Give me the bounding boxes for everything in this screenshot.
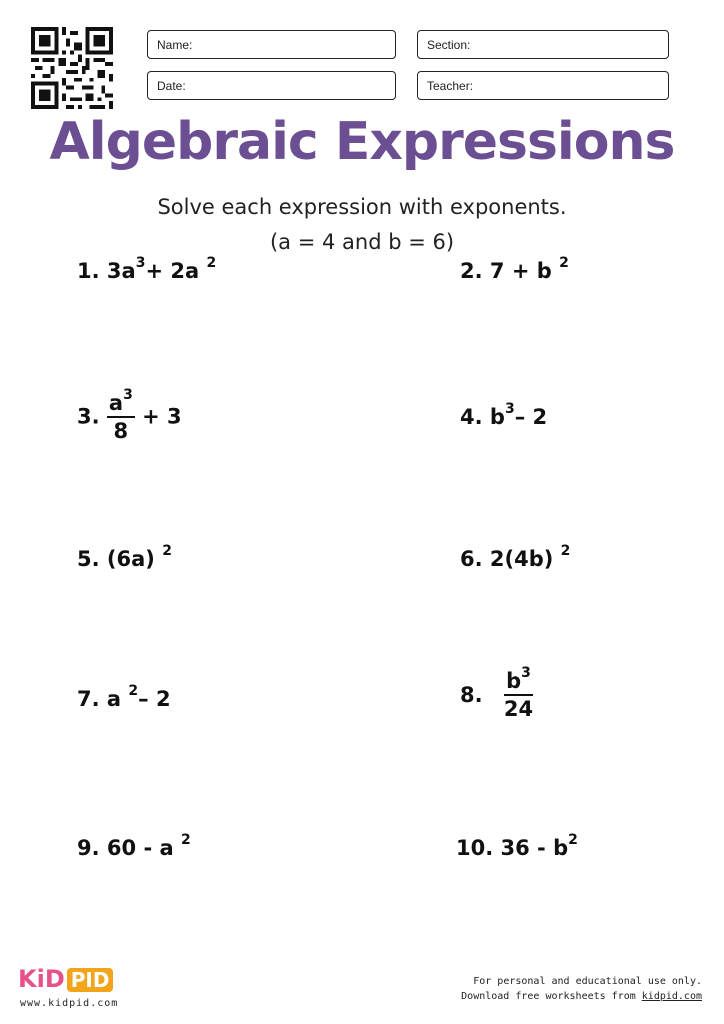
problem-number: 5.: [77, 547, 100, 571]
problem-6: [460, 543, 571, 571]
problem-term: a: [106, 687, 122, 711]
exponent: 2: [180, 832, 191, 848]
problem-number: 4.: [460, 405, 483, 429]
exponent: 2: [206, 255, 217, 271]
problem-term: 3a: [106, 259, 136, 283]
footer-note-2: Download free worksheets from kidpid.com: [461, 991, 702, 1002]
problem-4: [460, 401, 548, 429]
problem-term: 7 + b: [489, 259, 552, 283]
problem-term: 2(4b): [489, 547, 554, 571]
problem-number: 6.: [460, 547, 483, 571]
problem-10: [456, 832, 578, 860]
problem-term: 60 - a: [106, 836, 174, 860]
problem-number: 9.: [77, 836, 100, 860]
problem-2: [460, 255, 569, 283]
qr-code: [31, 27, 113, 109]
problem-term: + 3: [142, 404, 182, 429]
problem-number: 8.: [460, 682, 483, 707]
numerator: $a^3$: [107, 390, 135, 418]
problem-term: – 2: [138, 687, 171, 711]
kidpid-link[interactable]: kidpid.com: [641, 991, 702, 1002]
problem-3: [77, 387, 182, 443]
problem-7: [77, 683, 171, 711]
exponent: 3: [135, 255, 146, 271]
logo-url: www.kidpid.com: [20, 998, 119, 1009]
section-label: Section:: [427, 38, 471, 52]
instructions-line-2: (a = 4 and b = 6): [269, 230, 455, 254]
date-label: Date:: [157, 79, 186, 93]
numerator: $b^3$: [504, 668, 533, 696]
exponent: 2: [128, 683, 139, 699]
problem-8: [460, 665, 534, 721]
problem-term: + 2a: [145, 259, 200, 283]
problem-number: 7.: [77, 687, 100, 711]
exponent: 2: [162, 543, 172, 559]
section-field[interactable]: [417, 30, 669, 59]
problem-term: (6a): [106, 547, 155, 571]
name-label: Name:: [157, 38, 193, 52]
denominator: 24: [503, 697, 534, 721]
fraction: [503, 665, 534, 721]
problem-5: [77, 543, 172, 571]
teacher-field[interactable]: [417, 71, 669, 100]
instructions-line-1: Solve each expression with exponents.: [157, 195, 567, 219]
footer-note-1: For personal and educational use only.: [473, 976, 702, 987]
problem-term: b: [489, 405, 505, 429]
problem-1: [77, 255, 217, 283]
fraction: [107, 387, 135, 443]
name-field[interactable]: [147, 30, 396, 59]
kidpid-logo: KiD PID: [18, 965, 113, 993]
exponent: 2: [560, 543, 571, 559]
worksheet-title: Algebraic Expressions: [49, 112, 675, 172]
exponent: 2: [559, 255, 569, 271]
problem-number: 3.: [77, 404, 100, 429]
denominator: 8: [113, 419, 129, 443]
problem-number: 1.: [77, 259, 100, 283]
exponent: 2: [568, 832, 578, 848]
problem-number: 10.: [456, 836, 494, 860]
date-field[interactable]: [147, 71, 396, 100]
problem-9: [77, 832, 191, 860]
problem-term: 36 - b: [500, 836, 569, 860]
problem-number: 2.: [460, 259, 483, 283]
exponent: 3: [504, 401, 515, 417]
teacher-label: Teacher:: [427, 79, 474, 93]
problem-term: – 2: [514, 405, 548, 429]
